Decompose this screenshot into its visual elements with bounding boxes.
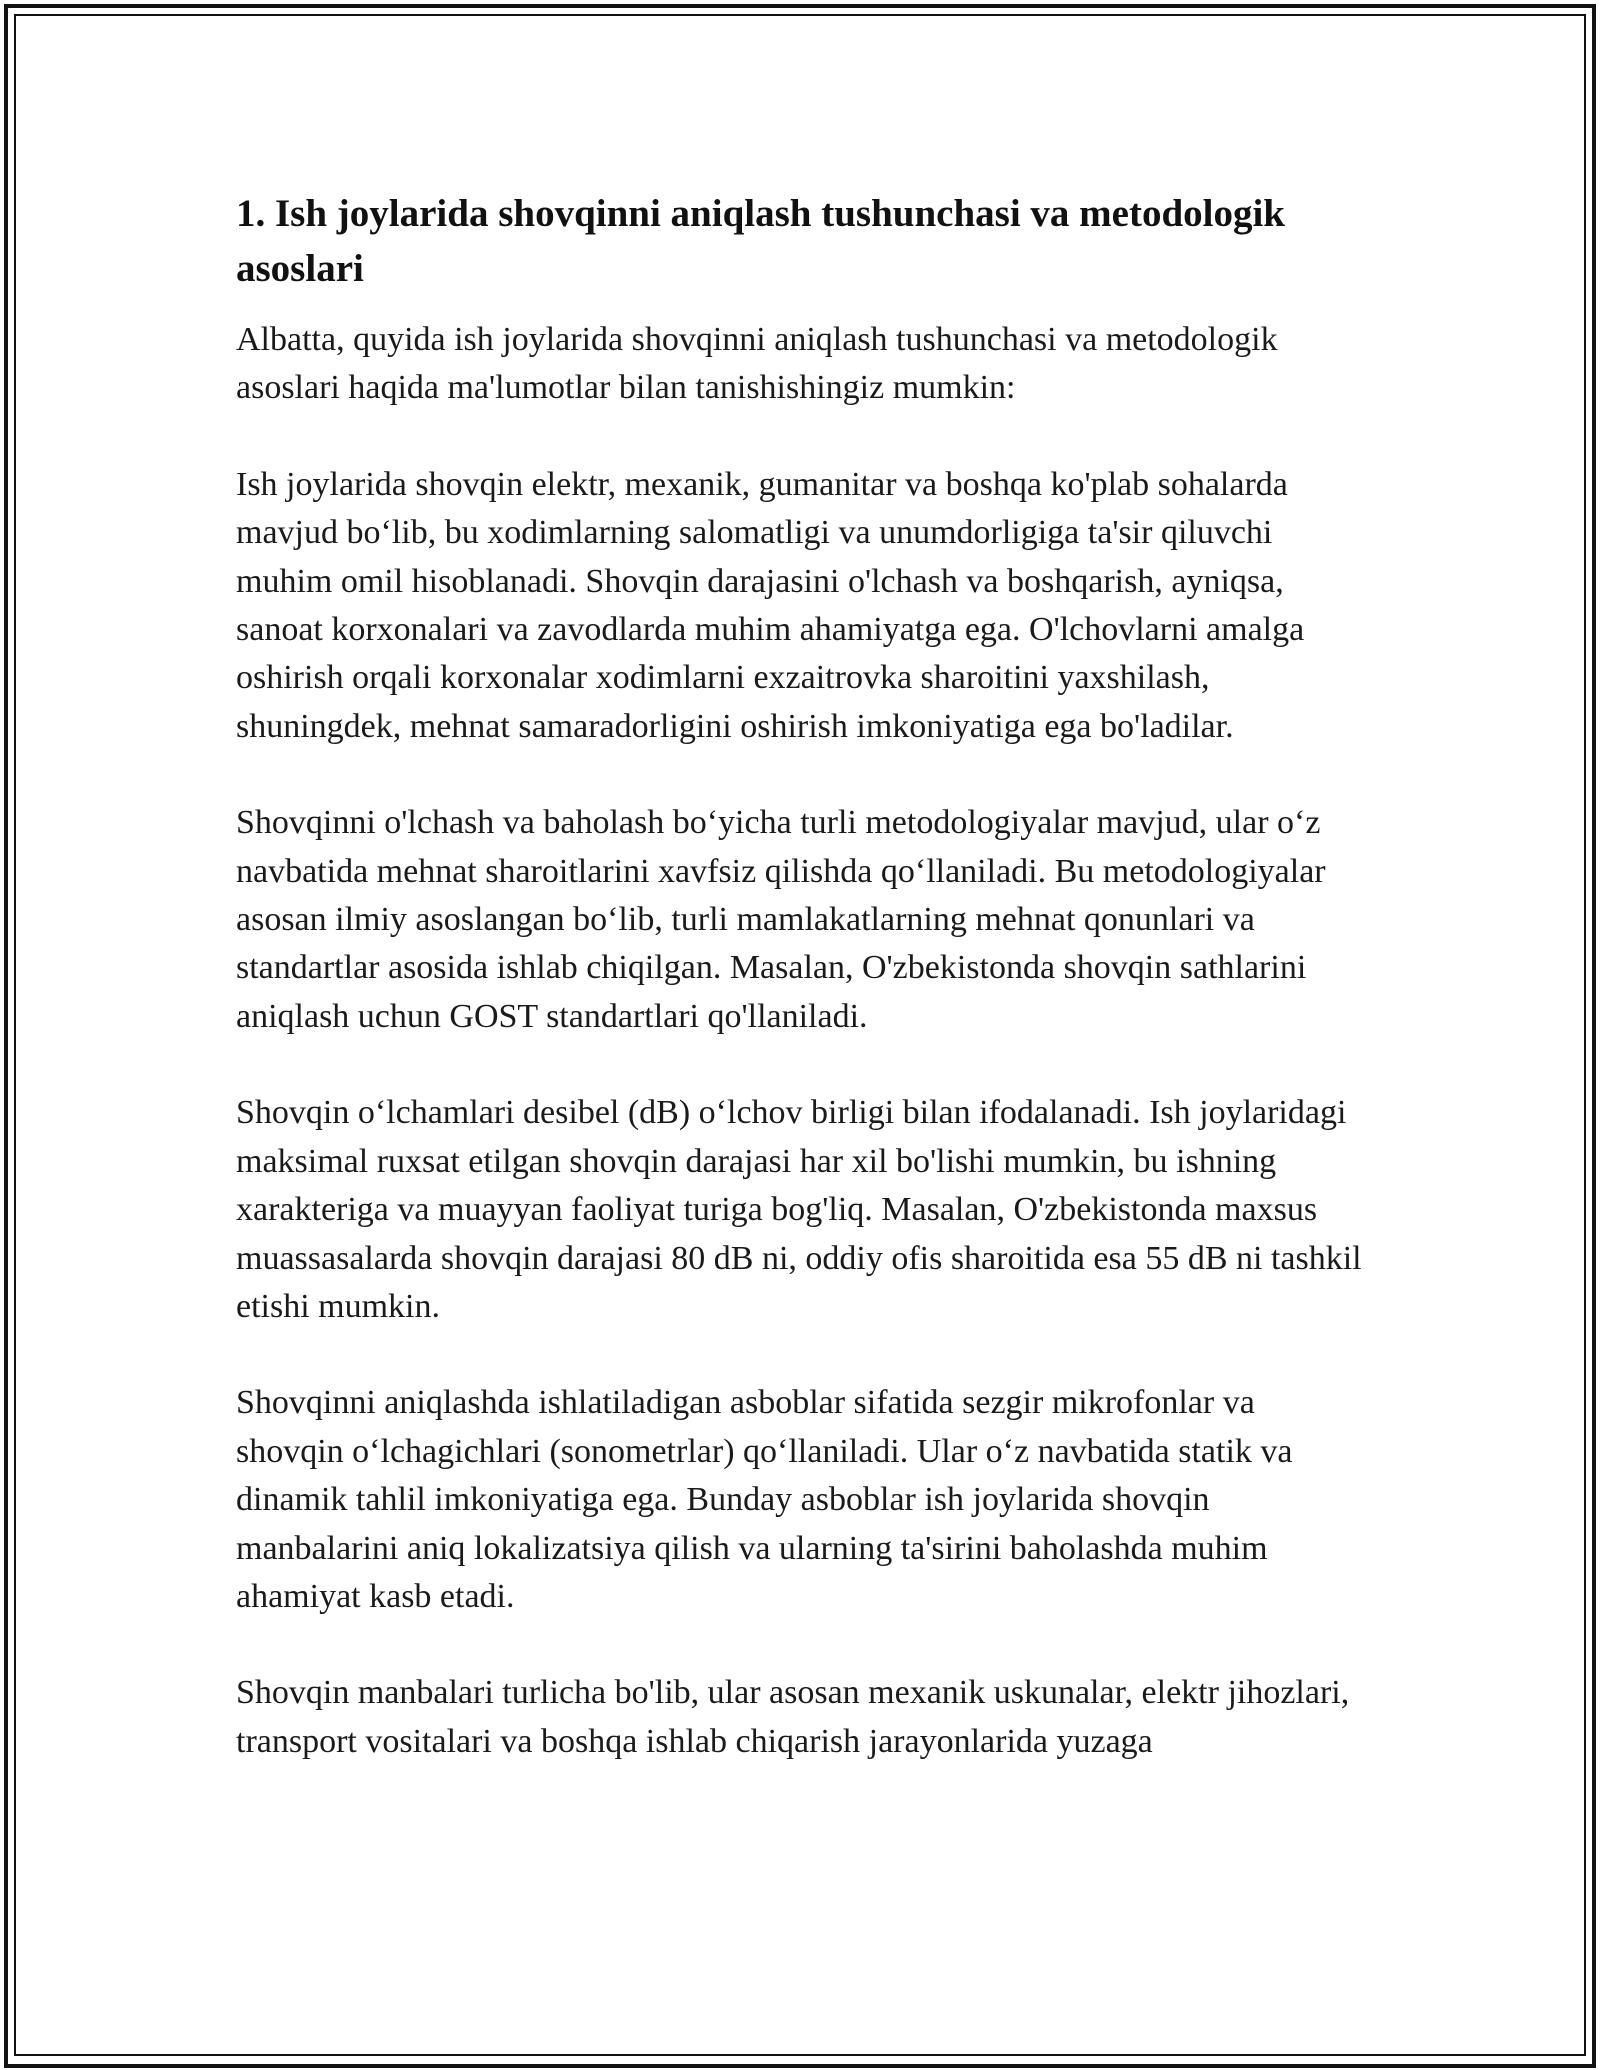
paragraph-intro: Albatta, quyida ish joylarida shovqinni aniqlash tushunchasi va metodologik asoslari haqida ma'lumotlar bilan tanishishingiz mumkin: bbox=[236, 321, 1278, 407]
paragraph-noise-sources: Shovqin manbalari turlicha bo'lib, ular asosan mexanik uskunalar, elektr jihozlari, transport vositalari va boshqa ishlab chiqarish jarayonlarida yuzaga bbox=[236, 1674, 1350, 1760]
paragraph-methodologies: Shovqinni o'lchash va baholash bo‘yicha turli metodologiyalar mavjud, ular o‘z navbatida mehnat sharoitlarini xavfsiz qilishda qo‘llaniladi. Bu metodologiyalar asosan ilmiy asoslangan bo‘lib, turli mamlakatlarning mehnat qonunlari va standartlar asosida ishlab chiqilgan. Masalan, O'zbekistonda shovqin sathlarini aniqlash uchun GOST standartlari qo'llaniladi. bbox=[236, 804, 1326, 1035]
document-title: 1. Ish joylarida shovqinni aniqlash tushunchasi va metodologik asoslari bbox=[236, 192, 1286, 290]
paragraph-measurement-tools: Shovqinni aniqlashda ishlatiladigan asboblar sifatida sezgir mikrofonlar va shovqin o‘lchagichlari (sonometrlar) qo‘llaniladi. Ular o‘z navbatida statik va dinamik tahlil imkoniyatiga ega. Bunday asboblar ish joylarida shovqin manbalarini aniq lokalizatsiya qilish va ularning ta'sirini baholashda muhim ahamiyat kasb etadi. bbox=[236, 1384, 1293, 1615]
document-body bbox=[236, 186, 1366, 1814]
paragraph-noise-workplace: Ish joylarida shovqin elektr, mexanik, gumanitar va boshqa ko'plab sohalarda mavjud bo‘lib, bu xodimlarning salomatligi va unumdorligiga ta'sir qiluvchi muhim omil hisoblanadi. Shovqin darajasini o'lchash va boshqarish, ayniqsa, sanoat korxonalari va zavodlarda muhim ahamiyatga ega. O'lchovlarni amalga oshirish orqali korxonalar xodimlarni exzaitrovka sharoitini yaxshilash, shuningdek, mehnat samaradorligini oshirish imkoniyatiga ega bo'ladilar. bbox=[236, 465, 1305, 745]
paragraph-decibel-levels: Shovqin o‘lchamlari desibel (dB) o‘lchov birligi bilan ifodalanadi. Ish joylaridagi maksimal ruxsat etilgan shovqin darajasi har xil bo'lishi mumkin, bu ishning xarakteriga va muayyan faoliyat turiga bog'liq. Masalan, O'zbekistonda maxsus muassasalarda shovqin darajasi 80 dB ni, oddiy ofis sharoitida esa 55 dB ni tashkil etishi mumkin. bbox=[236, 1094, 1362, 1325]
